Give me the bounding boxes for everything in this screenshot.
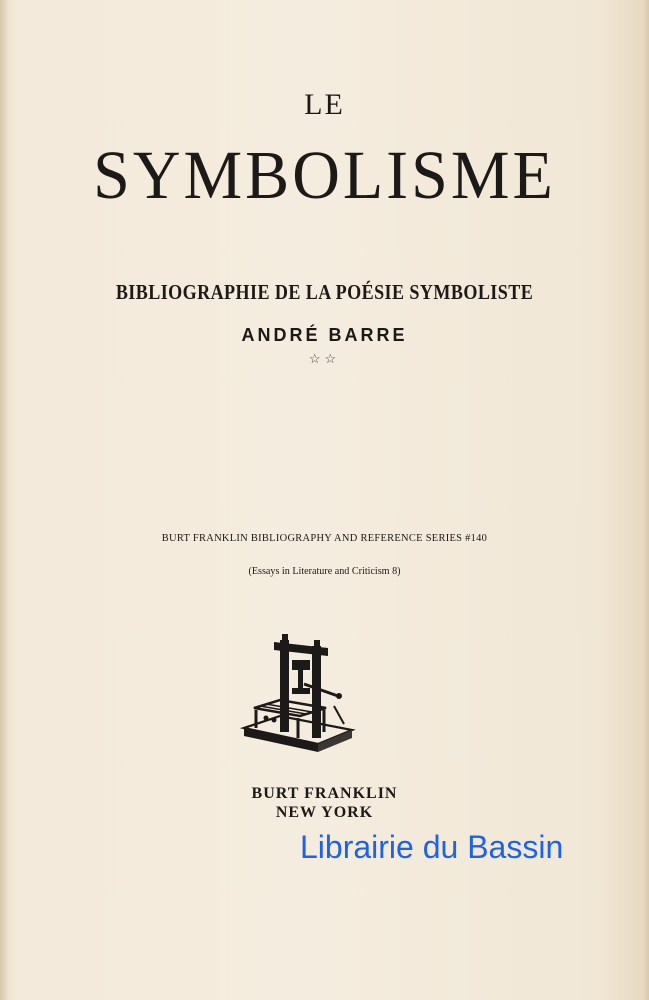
subseries-line: (Essays in Literature and Criticism 8) xyxy=(248,565,401,577)
book-subtitle: BIBLIOGRAPHIE DE LA POÉSIE SYMBOLISTE xyxy=(115,280,534,304)
series-line: BURT FRANKLIN BIBLIOGRAPHY AND REFERENCE SERIES #140 xyxy=(161,532,488,544)
publisher-name: BURT FRANKLIN xyxy=(251,785,398,802)
star-ornament: ☆☆ xyxy=(308,351,341,366)
printing-press-icon xyxy=(240,632,356,754)
author-name: ANDRÉ BARRE xyxy=(241,325,408,345)
book-title: SYMBOLISME xyxy=(93,137,556,214)
publisher-city: NEW YORK xyxy=(275,804,374,821)
watermark-text: Librairie du Bassin xyxy=(300,829,564,865)
title-article: LE xyxy=(304,88,345,121)
